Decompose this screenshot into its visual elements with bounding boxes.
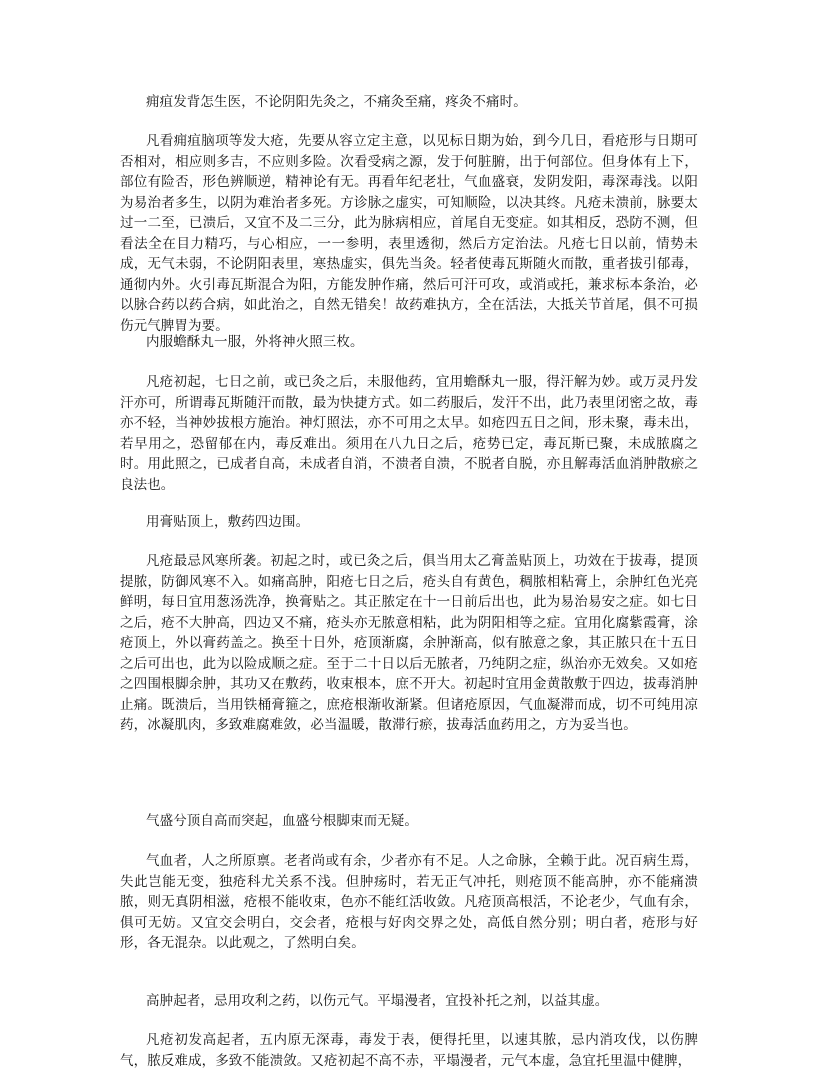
- verse-line-2: 内服蟾酥丸一服，外将神火照三枚。: [146, 334, 364, 350]
- verse-line-3: 用膏贴顶上，敷药四边围。: [146, 514, 310, 530]
- paragraph-1: 凡看痈疽脑项等发大疮，先要从容立定主意，以见标日期为始，到今几日，看疮形与日期可否相对，相应则多吉，不应则多险。次看受病之源，发于何脏腑，出于何部位。但身体有上下，部位有险否，形色辨顺逆，精神论有无。再看年纪老壮，气血盛衰，发阴发阳，毒深毒浅。以阳为易治者多生，以阴为难治者多死。方诊脉之虚实，可知顺险，以决其终。凡疮未溃前，脉要太过一二至，已溃后，又宜不及二三分，此为脉病相应，首尾自无变症。如其相反，恐防不测，但看法全在目力精巧，与心相应，一一参明，表里透彻，然后方定治法。凡疮七日以前，情势未成，无气未弱，不论阴阳表里，寒热虚实，俱先当灸。轻者使毒瓦斯随火而散，重者拔引郁毒，通彻内外。火引毒瓦斯混合为阳，方能发肿作痛，然后可汗可攻，或消或托，兼求标本条治，必以脉合药以药合病，如此治之，自然无错矣！故药难执方，全在活法，大抵关节首尾，俱不可损伤元气脾胃为要。: [120, 133, 698, 334]
- paragraph-5: 凡疮初发高起者，五内原无深毒，毒发于表，便得托里，以速其脓，忌内消攻伐，以伤脾气，脓反难成，多致不能溃敛。又疮初起不高不赤，平塌漫者，元气本虚，急宜托里温中健脾，: [120, 1032, 698, 1069]
- paragraph-4: 气血者，人之所原禀。老者尚或有余，少者亦有不足。人之命脉，全赖于此。况百病生焉，失此岂能无变，独疮科尤关系不浅。但肿疡时，若无正气冲托，则疮顶不能高肿，亦不能痛溃脓，则无真阴相滋，疮根不能收束，色亦不能红活收敛。凡疮顶高根活，不论老少，气血有余，俱可无妨。又宜交会明白，交会者，疮根与好肉交界之处，高低自然分别；明白者，疮形与好形，各无混杂。以此观之，了然明白矣。: [120, 853, 698, 951]
- verse-line-4: 气盛兮顶自高而突起，血盛兮根脚束而无疑。: [146, 813, 418, 829]
- paragraph-2: 凡疮初起，七日之前，或已灸之后，未服他药，宜用蟾酥丸一服，得汗解为妙。或万灵丹发汗亦可，所谓毒瓦斯随汗而散，最为快捷方式。如二药服后，发汗不出，此乃表里闭密之故，毒亦不轻，当神妙拔根方施治。神灯照法，亦不可用之太早。如疮四五日之间，形未聚，毒未出，若早用之，恐留郁在内，毒反难出。须用在八九日之后，疮势已定，毒瓦斯已聚，未成脓腐之时。用此照之，已成者自高，未成者自消，不溃者自溃，不脱者自脱，亦且解毒活血消肿散瘀之良法也。: [120, 374, 698, 493]
- verse-line-5: 高肿起者，忌用攻利之药，以伤元气。平塌漫者，宜投补托之剂，以益其虚。: [146, 993, 609, 1009]
- verse-line-1: 痈疽发背怎生医，不论阴阳先灸之，不痛灸至痛，疼灸不痛时。: [146, 94, 527, 110]
- paragraph-3: 凡疮最忌风寒所袭。初起之时，或已灸之后，俱当用太乙膏盖贴顶上，功效在于拔毒，提顶提脓，防御风寒不入。如痛高肿，阳疮七日之后，疮头自有黄色，稠脓相粘膏上，余肿红色光亮鲜明，每日宜用葱汤洗净，换膏贴之。其正脓定在十一日前后出也，此为易治易安之症。如七日之后，疮不大肿高，四边又不痛，疮头亦无脓意相粘，此为阴阳相等之症。宜用化腐紫霞膏，涂疮顶上，外以膏药盖之。换至十日外，疮顶渐腐，余肿渐高，似有脓意之象，其正脓只在十五日之后可出也，此为以险成顺之症。至于二十日以后无脓者，乃纯阴之症，纵治亦无效矣。又如疮之四围根脚余肿，其功又在敷药，收束根本，庶不开大。初起时宜用金黄散敷于四边，拔毒消肿止痛。既溃后，当用铁桶膏箍之，庶疮根渐收渐紧。但诸疮原因，气血凝滞而成，切不可纯用凉药，冰凝肌肉，多致难腐难敛，必当温暖，散滞行瘀，拔毒活血药用之，方为妥当也。: [120, 553, 698, 733]
